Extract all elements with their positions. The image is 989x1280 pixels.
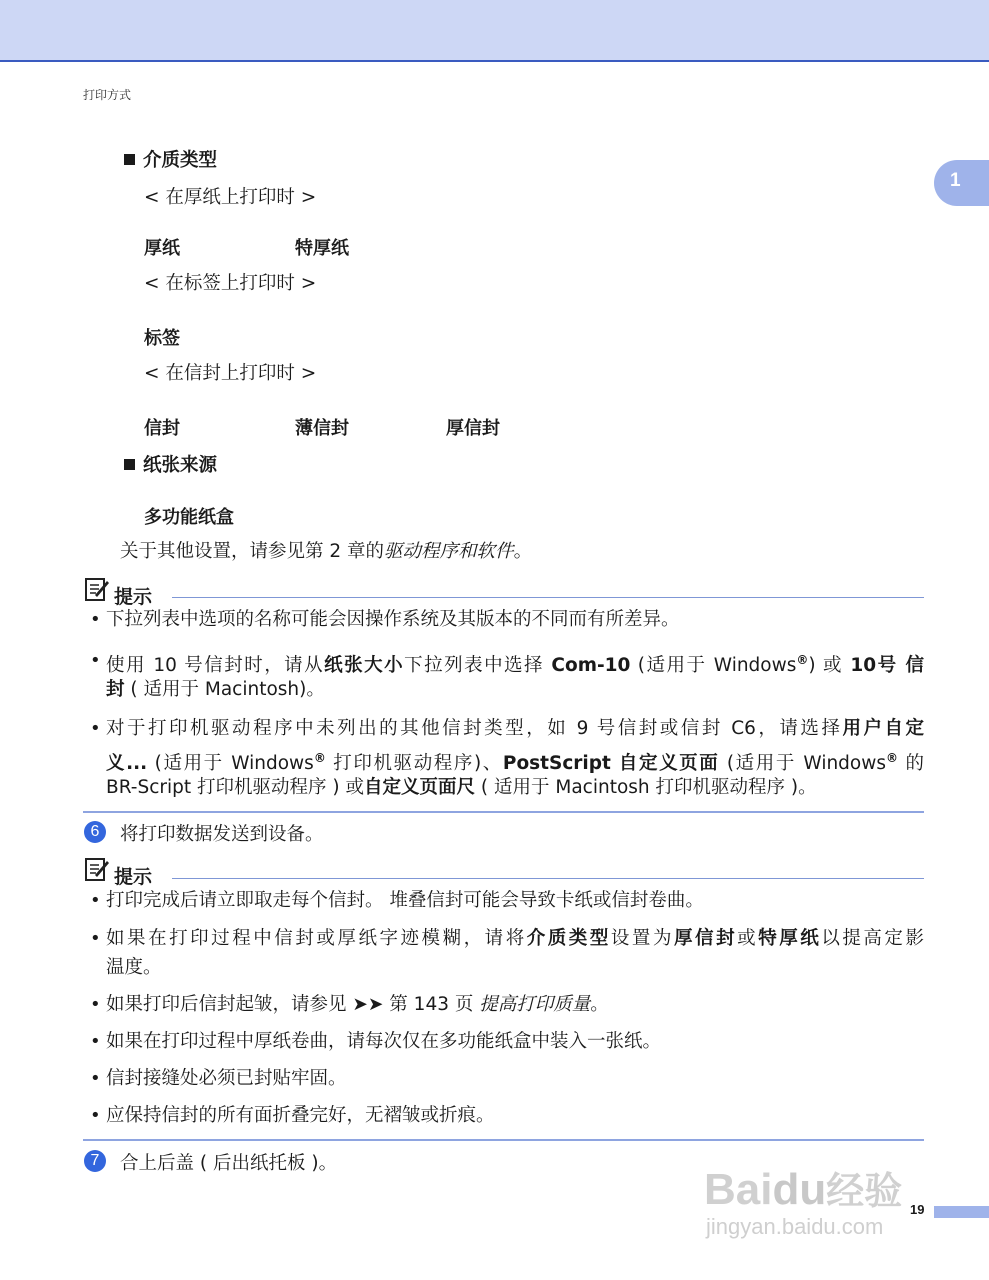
envelope-heading: < 在信封上打印时 >: [144, 363, 317, 384]
note1-item3-line2: 义... (适用于 Windows® 打印机驱动程序)、PostScript 自定义页面 (适用于 Windows® 的: [106, 751, 924, 775]
media-type-title: 介质类型: [124, 146, 217, 172]
note2-item6: 应保持信封的所有面折叠完好，无褶皱或折痕。: [106, 1105, 495, 1126]
option-thick-envelope: 厚信封: [446, 418, 500, 439]
thick-paper-heading: < 在厚纸上打印时 >: [144, 187, 317, 208]
watermark-logo: Baidu经验: [704, 1165, 903, 1214]
bullet-icon: •: [90, 650, 101, 671]
note-end-rule: [83, 1139, 924, 1141]
option-mp-tray: 多功能纸盒: [144, 507, 234, 528]
other-settings-text: 关于其他设置，请参见第 2 章的驱动程序和软件。: [120, 541, 533, 562]
chapter-number: 1: [950, 170, 961, 191]
paper-source-title: 纸张来源: [124, 451, 217, 477]
step7-text: 合上后盖 ( 后出纸托板 )。: [120, 1153, 338, 1174]
page-number: 19: [910, 1202, 925, 1217]
note1-item2-line1: 使用 10 号信封时，请从纸张大小下拉列表中选择 Com-10 (适用于 Windows®) 或 10号 信: [106, 653, 924, 677]
bullet-icon: •: [90, 994, 101, 1015]
double-arrow-icon: ➤➤: [352, 994, 384, 1015]
note1-item3-line3: BR-Script 打印机驱动程序 ) 或自定义页面尺 ( 适用于 Macintosh 打印机驱动程序 )。: [106, 777, 817, 798]
option-extra-thick: 特厚纸: [295, 238, 349, 259]
note2-item2-line1: 如果在打印过程中信封或厚纸字迹模糊，请将介质类型设置为厚信封或特厚纸以提高定影: [106, 928, 924, 949]
header-band: [0, 0, 989, 62]
note2-item1: 打印完成后请立即取走每个信封。 堆叠信封可能会导致卡纸或信封卷曲。: [106, 890, 704, 911]
bullet-icon: •: [90, 1068, 101, 1089]
bullet-icon: •: [90, 1105, 101, 1126]
square-bullet-icon: [124, 154, 135, 165]
option-thick: 厚纸: [144, 238, 180, 259]
note-title: 提示: [114, 586, 153, 608]
chapter-tab[interactable]: [934, 160, 989, 206]
note1-item1: 下拉列表中选项的名称可能会因操作系统及其版本的不同而有所差异。: [106, 609, 680, 630]
bullet-icon: •: [90, 609, 101, 630]
step6-text: 将打印数据发送到设备。: [120, 824, 324, 845]
label-heading: < 在标签上打印时 >: [144, 273, 317, 294]
note2-item2-line2: 温度。: [106, 957, 162, 978]
note2-item4: 如果在打印过程中厚纸卷曲，请每次仅在多功能纸盒中装入一张纸。: [106, 1031, 662, 1052]
option-envelope: 信封: [144, 418, 180, 439]
square-bullet-icon: [124, 459, 135, 470]
note2-item5: 信封接缝处必须已封贴牢固。: [106, 1068, 347, 1089]
note-pencil-icon: [84, 856, 110, 882]
note-pencil-icon: [84, 576, 110, 602]
driver-software-link[interactable]: 驱动程序和软件: [384, 541, 514, 562]
note-end-rule: [83, 811, 924, 813]
note-title: 提示: [114, 866, 153, 888]
note-divider: [172, 597, 924, 598]
bullet-icon: •: [90, 1031, 101, 1052]
step-number-7: 7: [84, 1150, 106, 1172]
note2-item3: 如果打印后信封起皱，请参见 ➤➤ 第 143 页 提高打印质量。: [106, 994, 609, 1015]
step-number-6: 6: [84, 821, 106, 843]
bullet-icon: •: [90, 718, 101, 739]
bullet-icon: •: [90, 928, 101, 949]
option-thin-envelope: 薄信封: [295, 418, 349, 439]
bullet-icon: •: [90, 890, 101, 911]
section-title: 打印方式: [83, 88, 132, 102]
paw-icon: du: [772, 1165, 827, 1214]
note1-item3-line1: 对于打印机驱动程序中未列出的其他信封类型，如 9 号信封或信封 C6，请选择用户自定: [106, 718, 924, 739]
watermark-url: jingyan.baidu.com: [706, 1214, 884, 1239]
print-quality-link[interactable]: 提高打印质量: [479, 994, 591, 1015]
note1-item2-line2: 封 ( 适用于 Macintosh)。: [106, 679, 325, 700]
page-number-bar: [934, 1206, 989, 1218]
note-divider: [172, 878, 924, 879]
option-label: 标签: [144, 328, 180, 349]
